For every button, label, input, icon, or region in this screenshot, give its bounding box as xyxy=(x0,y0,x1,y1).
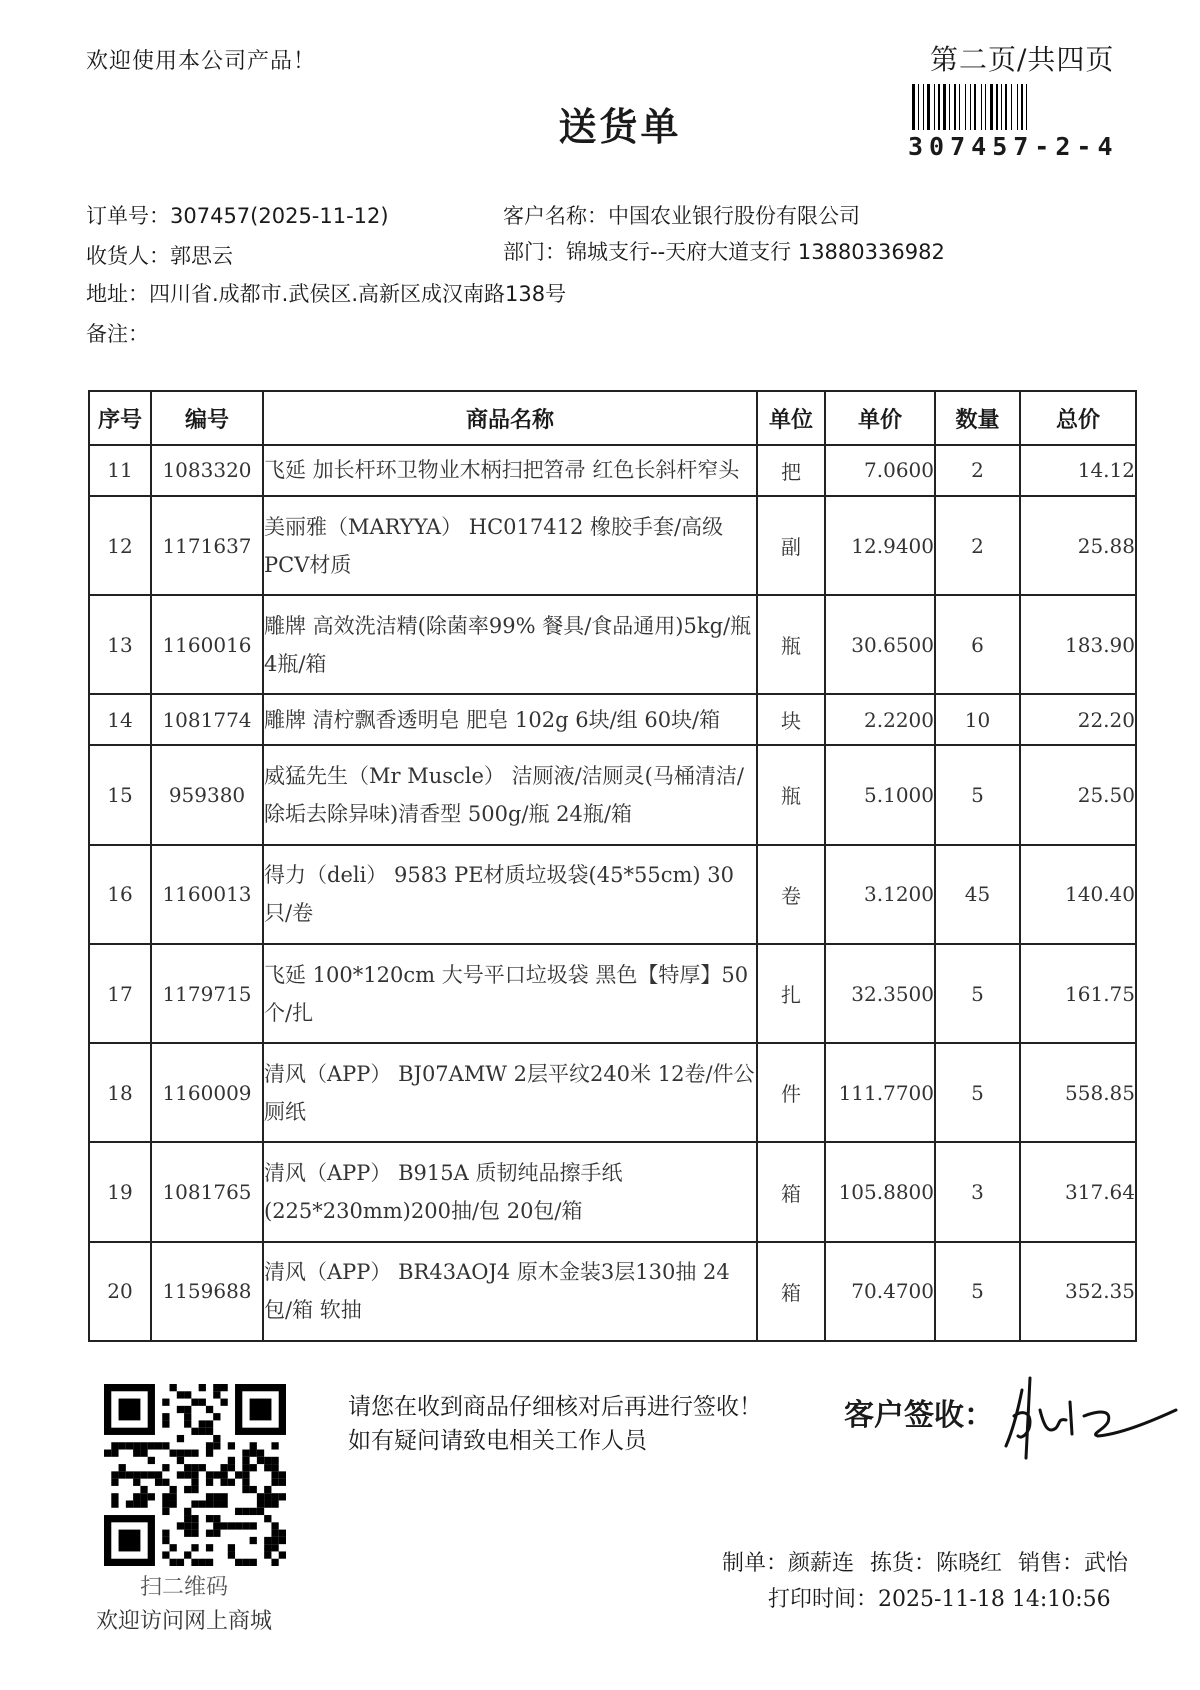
cell-seq: 11 xyxy=(89,445,151,496)
receiver-name: 郭思云 xyxy=(170,244,233,268)
cell-name: 清风（APP） BR43AOJ4 原木金装3层130抽 24包/箱 软抽 xyxy=(263,1242,757,1341)
cell-qty: 6 xyxy=(935,595,1020,694)
cell-total: 161.75 xyxy=(1020,944,1136,1043)
col-header-qty: 数量 xyxy=(935,391,1020,445)
cell-name: 飞延 100*120cm 大号平口垃圾袋 黑色【特厚】50个/扎 xyxy=(263,944,757,1043)
department-label: 部门： xyxy=(503,240,566,264)
cell-name: 清风（APP） BJ07AMW 2层平纹240米 12卷/件公厕纸 xyxy=(263,1043,757,1142)
col-header-unit: 单位 xyxy=(757,391,825,445)
cell-total: 22.20 xyxy=(1020,694,1136,745)
table-row xyxy=(89,445,1136,496)
table-row xyxy=(89,1142,1136,1241)
cell-total: 25.88 xyxy=(1020,496,1136,595)
remark-label: 备注： xyxy=(86,322,149,346)
cell-code: 1081765 xyxy=(151,1142,263,1241)
cell-price: 70.4700 xyxy=(825,1242,935,1341)
table-row xyxy=(89,496,1136,595)
cell-name: 飞延 加长杆环卫物业木柄扫把笤帚 红色长斜杆窄头 xyxy=(263,445,757,496)
cell-unit: 块 xyxy=(757,694,825,745)
page-indicator: 第二页/共四页 xyxy=(930,43,1115,76)
cell-unit: 瓶 xyxy=(757,595,825,694)
cell-seq: 12 xyxy=(89,496,151,595)
qr-code[interactable] xyxy=(104,1384,286,1566)
notice-text: 请您在收到商品仔细核对后再进行签收！如有疑问请致电相关工作人员 xyxy=(348,1394,762,1454)
cell-price: 2.2200 xyxy=(825,694,935,745)
cell-price: 3.1200 xyxy=(825,845,935,944)
cell-code: 1160013 xyxy=(151,845,263,944)
cell-seq: 19 xyxy=(89,1142,151,1241)
cell-code: 1159688 xyxy=(151,1242,263,1341)
cell-total: 25.50 xyxy=(1020,745,1136,844)
document-title: 送货单 xyxy=(558,105,682,149)
table-row xyxy=(89,595,1136,694)
cell-unit: 件 xyxy=(757,1043,825,1142)
staff-line xyxy=(722,1546,1144,1577)
picker: 拣货：陈晓红 xyxy=(870,1551,1003,1576)
cell-qty: 5 xyxy=(935,745,1020,844)
cell-seq: 16 xyxy=(89,845,151,944)
customer-label: 客户名称： xyxy=(503,204,608,228)
cell-total: 14.12 xyxy=(1020,445,1136,496)
col-header-total: 总价 xyxy=(1020,391,1136,445)
cell-seq: 14 xyxy=(89,694,151,745)
table-row xyxy=(89,944,1136,1043)
cell-seq: 13 xyxy=(89,595,151,694)
address-line xyxy=(86,278,566,308)
order-number-line xyxy=(86,200,389,230)
cell-qty: 2 xyxy=(935,445,1020,496)
col-header-price: 单价 xyxy=(825,391,935,445)
table-row xyxy=(89,1242,1136,1341)
cell-code: 1171637 xyxy=(151,496,263,595)
customer-line xyxy=(503,200,860,230)
customer-signature xyxy=(1000,1370,1180,1466)
cell-name: 得力（deli） 9583 PE材质垃圾袋(45*55cm) 30只/卷 xyxy=(263,845,757,944)
cell-qty: 5 xyxy=(935,944,1020,1043)
cell-code: 1160009 xyxy=(151,1043,263,1142)
cell-name: 美丽雅（MARYYA） HC017412 橡胶手套/高级PCV材质 xyxy=(263,496,757,595)
cell-unit: 卷 xyxy=(757,845,825,944)
table-row xyxy=(89,694,1136,745)
cell-seq: 15 xyxy=(89,745,151,844)
receiver-label: 收货人： xyxy=(86,244,170,268)
qr-caption: 扫二维码 xyxy=(140,1575,229,1600)
cell-name: 雕牌 高效洗洁精(除菌率99% 餐具/食品通用)5kg/瓶 4瓶/箱 xyxy=(263,595,757,694)
cell-price: 5.1000 xyxy=(825,745,935,844)
department-line xyxy=(503,236,945,266)
col-header-name: 商品名称 xyxy=(263,391,757,445)
cell-unit: 副 xyxy=(757,496,825,595)
cell-name: 威猛先生（Mr Muscle） 洁厕液/洁厕灵(马桶清洁/除垢去除异味)清香型 500g/瓶 24瓶/箱 xyxy=(263,745,757,844)
receiver-line xyxy=(86,240,233,270)
cell-unit: 把 xyxy=(757,445,825,496)
cell-code: 1179715 xyxy=(151,944,263,1043)
cell-unit: 瓶 xyxy=(757,745,825,844)
cell-qty: 45 xyxy=(935,845,1020,944)
cell-code: 1083320 xyxy=(151,445,263,496)
cell-unit: 箱 xyxy=(757,1242,825,1341)
cell-qty: 3 xyxy=(935,1142,1020,1241)
cell-qty: 10 xyxy=(935,694,1020,745)
cell-total: 140.40 xyxy=(1020,845,1136,944)
items-table xyxy=(88,390,1137,1342)
table-header-row xyxy=(89,391,1136,445)
cell-price: 32.3500 xyxy=(825,944,935,1043)
cell-unit: 箱 xyxy=(757,1142,825,1241)
cell-total: 352.35 xyxy=(1020,1242,1136,1341)
cell-seq: 20 xyxy=(89,1242,151,1341)
table-row xyxy=(89,845,1136,944)
cell-unit: 扎 xyxy=(757,944,825,1043)
cell-price: 111.7700 xyxy=(825,1043,935,1142)
cell-name: 清风（APP） B915A 质韧纯品擦手纸(225*230mm)200抽/包 20包/箱 xyxy=(263,1142,757,1241)
table-row xyxy=(89,1043,1136,1142)
cell-total: 183.90 xyxy=(1020,595,1136,694)
cell-price: 12.9400 xyxy=(825,496,935,595)
cell-code: 1081774 xyxy=(151,694,263,745)
cell-seq: 17 xyxy=(89,944,151,1043)
barcode-number: 307457-2-4 xyxy=(908,132,1119,161)
cell-total: 317.64 xyxy=(1020,1142,1136,1241)
cell-name: 雕牌 清柠飘香透明皂 肥皂 102g 6块/组 60块/箱 xyxy=(263,694,757,745)
cell-qty: 5 xyxy=(935,1242,1020,1341)
cell-price: 105.8800 xyxy=(825,1142,935,1241)
department: 锦城支行--天府大道支行 13880336982 xyxy=(566,240,945,264)
table-row xyxy=(89,745,1136,844)
qr-subcaption: 欢迎访问网上商城 xyxy=(96,1609,273,1634)
customer-sign-label: 客户签收： xyxy=(844,1398,994,1433)
customer-name: 中国农业银行股份有限公司 xyxy=(608,204,860,228)
cell-price: 30.6500 xyxy=(825,595,935,694)
order-number-label: 订单号： xyxy=(86,204,170,228)
order-number: 307457(2025-11-12) xyxy=(170,204,389,228)
cell-price: 7.0600 xyxy=(825,445,935,496)
cell-qty: 2 xyxy=(935,496,1020,595)
welcome-text: 欢迎使用本公司产品！ xyxy=(86,49,317,74)
col-header-code: 编号 xyxy=(151,391,263,445)
sales: 销售：武怡 xyxy=(1018,1551,1129,1576)
cell-code: 1160016 xyxy=(151,595,263,694)
address: 四川省.成都市.武侯区.高新区成汉南路138号 xyxy=(149,282,567,306)
cell-qty: 5 xyxy=(935,1043,1020,1142)
cell-seq: 18 xyxy=(89,1043,151,1142)
remark-line xyxy=(86,318,149,348)
print-time: 打印时间：2025-11-18 14:10:56 xyxy=(768,1587,1111,1612)
maker: 制单：颜薪连 xyxy=(722,1551,855,1576)
cell-code: 959380 xyxy=(151,745,263,844)
cell-total: 558.85 xyxy=(1020,1043,1136,1142)
address-label: 地址： xyxy=(86,282,149,306)
col-header-seq: 序号 xyxy=(89,391,151,445)
